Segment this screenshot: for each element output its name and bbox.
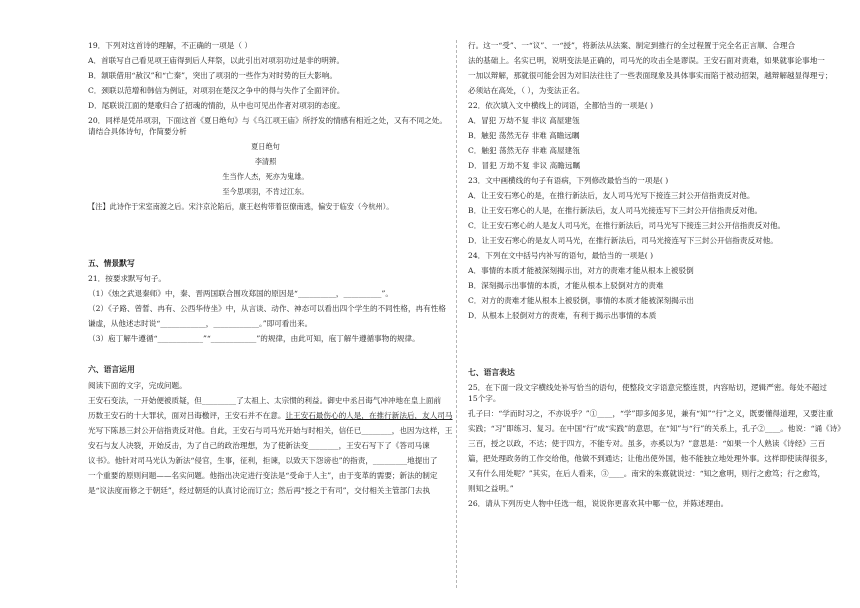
q25-stem-cont: 15个字。 bbox=[468, 394, 501, 404]
passage-line-6: 一个重要的原则问题——名实问题。他指出决定进行变法是“受命于人主”，由于变革的需要；新法的制定 bbox=[88, 470, 438, 480]
passage-intro: 阅读下面的文字，完成问题。 bbox=[88, 380, 187, 390]
passage-line-1: 王安石变法，一开始便被质疑，但_________了太祖上、太宗惯的利益。御史中丞吕诲气冲冲地在皇上面前 bbox=[88, 395, 442, 405]
passage-line-2-text: 历数王安石的十大罪状，面对吕诲檄评，王安石并不在意。 bbox=[88, 410, 286, 420]
q23-option-b: B．让王安石寒心的人是，在推行新法后，友人司马光接连写下三封公开信指责反对他。 bbox=[468, 206, 763, 215]
q24-option-b: B．深刻揭示出事情的本质，才能从根本上驳倒对方的责难 bbox=[468, 281, 664, 290]
passage-cont-line-2: 法的基础上。名实已明，说明变法是正确的，司马光的攻击全是谬误。王安石面对责难，如果就事论事地一 bbox=[468, 56, 825, 65]
q26-stem: 26．请从下列历史人物中任选一组，说说你更喜欢其中哪一位，并陈述理由。 bbox=[468, 499, 729, 509]
passage-cont-line-4: 必须站在高处，（ ），为变法正名。 bbox=[468, 86, 585, 95]
passage-line-3: 光写下陈恳三封公开信指责反对他。自此，王安石与司马光开始与时相关，信任已________，也因为这样，王 bbox=[88, 425, 453, 435]
q24-option-c: C．对方的责难才能从根本上被驳倒，事情的本质才能被深刻揭示出 bbox=[468, 296, 695, 305]
section-5-title: 五、情景默写 bbox=[88, 259, 135, 269]
q19-option-b: B．颔联借用“赦汉”和“亡秦”，突出了项羽的一些作为对时势的巨大影响。 bbox=[88, 71, 337, 80]
section-7-title: 七、语言表达 bbox=[468, 368, 515, 377]
q21-stem: 21．按要求默写句子。 bbox=[88, 274, 167, 284]
q24-stem: 24．下列在文中括号内补写的语句，最恰当的一项是( ) bbox=[468, 251, 654, 260]
q24-option-a: A．事情的本质才能被深刻揭示出，对方的责难才能从根本上被驳倒 bbox=[468, 266, 694, 275]
column-divider bbox=[456, 40, 457, 588]
q25-para-line-2: 实践；“习”即练习、复习。在中国“行”成“实践”的意思，在“知”与“行”的关系上，孔子②____。他说：“诵《诗》 bbox=[468, 424, 845, 434]
q25-para-line-5: 又有什么用处呢？”其实，在后人看来，③____。南宋的朱熹就说过：“知之愈明，则行之愈笃；行之愈笃， bbox=[468, 469, 826, 479]
passage-line-4: 安石与友人决裂，开始反击，为了自己的政治理想，为了使新法变________，王安石写下了《答司马谏 bbox=[88, 440, 430, 450]
q25-para-line-1: 孔子曰：“学而时习之，不亦说乎？”①____，“学”即多闻多见，兼有“知”“行”之义，既要懂得道理，又要注重 bbox=[468, 409, 834, 419]
q24-option-d: D．从根本上驳倒对方的责难，有利于揭示出事情的本质 bbox=[468, 311, 657, 320]
q21-sub-2-cont: 谦虚，从他述志时说“____________，____________。”即可看出来。 bbox=[88, 319, 313, 329]
q25-para-line-3: 三百，授之以政，不达；使于四方，不能专对。虽多，亦奚以为？”意思是：“如果一个人熟读《诗经》三百 bbox=[468, 439, 826, 449]
q25-para-line-4: 篇，把处理政务的工作交给他，他做不到通达；让他出使外国，他不能独立地处理外事。这样即使读得很多， bbox=[468, 454, 833, 464]
q22-option-a: A．冒犯 万劫不复 非议 高屋建瓴 bbox=[468, 116, 580, 125]
left-column bbox=[88, 40, 453, 496]
q25-para-line-6: 则知之益明。” bbox=[468, 484, 514, 494]
q21-sub-1: （1）《烛之武退秦师》中，秦、晋两国联合围攻郑国的原因是“__________，__________”。 bbox=[88, 289, 393, 299]
passage-cont-line-1: 行。这一“受”、一“议”、一“授”，将新法从法案、制定到推行的全过程置于完全名正言顺、合理合 bbox=[468, 41, 796, 50]
poem-author: 李清照 bbox=[254, 157, 277, 167]
passage-cont-line-3: 一加以辩解，那就很可能会因为对旧法往往了一些表面现象及具体事实而陷于被动招架，越辩解越显得理亏； bbox=[468, 71, 833, 80]
q23-stem: 23．文中画横线的句子有语病，下列修改最恰当的一项是( ) bbox=[468, 176, 669, 185]
q22-option-b: B．触犯 荡然无存 非难 高瞻远瞩 bbox=[468, 131, 580, 140]
q23-option-c: C．让王安石寒心的人是友人司马光，在推行新法后，司马光写下接连三封公开信指责反对他。 bbox=[468, 221, 786, 230]
q25-stem: 25．在下面一段文字横线处补写恰当的语句，使整段文字语意完整连贯，内容贴切，逻辑严密。每处不超过 bbox=[468, 383, 827, 393]
passage-underlined-sentence: 让王安石最伤心的人是，在推行新法后，友人司马 bbox=[285, 410, 453, 420]
q22-option-c: C．触犯 荡然无存 非难 高屋建瓴 bbox=[468, 146, 580, 155]
q23-option-d: D．让王安石寒心的是友人司马光，在推行新法后，司马光接连写下三封公开信指责反对他。 bbox=[468, 236, 778, 245]
q22-option-d: D．冒犯 万劫不复 非议 高瞻远瞩 bbox=[468, 161, 581, 170]
section-6-title: 六、语言运用 bbox=[88, 365, 135, 375]
poem-line-1: 生当作人杰，死亦为鬼雄。 bbox=[222, 172, 309, 182]
passage-line-2 bbox=[88, 410, 453, 421]
q21-sub-3: （3）庖丁解牛遵循“____________”“____________”的规律，由此可知，庖丁解牛遵循事物的规律。 bbox=[88, 334, 420, 344]
right-column bbox=[468, 40, 845, 509]
q22-stem: 22．依次填入文中横线上的词语，全都恰当的一项是( ) bbox=[468, 101, 654, 110]
q23-option-a: A．让王安石寒心的是，在推行新法后，友人司马光写下接连三封公开信指责反对他。 bbox=[468, 191, 755, 200]
passage-line-7: 是“议法度而修之于朝廷”，经过朝廷的认真讨论而订立；然后再“授之于有司”，交付相关主管部门去执 bbox=[88, 485, 431, 495]
passage-line-5: 议书》。他针对司马光认为新法“侵官，生事，征利，拒谏，以致天下怨谤也”的指责，_________地提出了 bbox=[88, 455, 438, 465]
q19-stem: 19．下列对这首诗的理解，不正确的一项是（ ） bbox=[88, 41, 252, 50]
q19-option-d: D．尾联说江面的楚歌归合了招魂的情韵，从中也可见出作者对项羽的态度。 bbox=[88, 101, 345, 110]
q19-option-c: C．颈联以范增和韩信为例证，对项羽在楚汉之争中的得与失作了全面评价。 bbox=[88, 86, 345, 95]
q21-sub-2: （2）《子路、曾皙、冉有、公西华侍坐》中，从言谈、动作、神态可以看出四个学生的不同性格，冉有性格 bbox=[88, 304, 446, 314]
poem-title: 夏日绝句 bbox=[251, 142, 280, 151]
q20-stem: 20．同样是凭吊项羽，下面这首《夏日绝句》与《乌江项王庙》所抒发的情感有相近之处，又有不同之处。 bbox=[88, 116, 447, 125]
q20-stem-cont: 请结合具体诗句，作简要分析 bbox=[88, 127, 187, 136]
poem-line-2: 至今思项羽，不肯过江东。 bbox=[222, 187, 309, 197]
poem-note: 【注】此诗作于宋室南渡之后。宋汴京沦陷后，康王赵构带着臣僚南逃，偏安于临安（今杭州）。 bbox=[88, 201, 394, 211]
q19-option-a: A．首联写自己看见项王庙得到后人拜祭，以此引出对项羽功过是非的明辨。 bbox=[88, 56, 345, 65]
